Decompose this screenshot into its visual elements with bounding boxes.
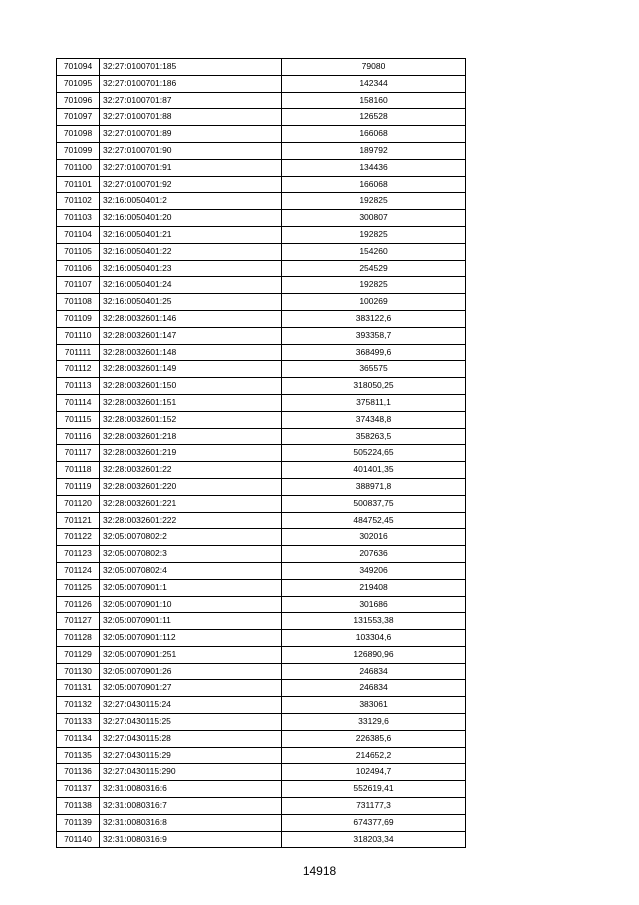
table-row xyxy=(57,378,466,395)
cadastral-number-cell: 32:27:0430115:29 xyxy=(100,747,282,764)
cadastral-number-cell: 32:05:0070901:251 xyxy=(100,646,282,663)
cadastral-number-cell: 32:28:0032601:221 xyxy=(100,495,282,512)
row-id-cell: 701124 xyxy=(57,562,100,579)
cadastral-number-cell: 32:31:0080316:6 xyxy=(100,781,282,798)
row-id-cell: 701129 xyxy=(57,646,100,663)
table-row xyxy=(57,512,466,529)
page-number: 14918 xyxy=(302,864,337,878)
row-id-cell: 701104 xyxy=(57,226,100,243)
table-row xyxy=(57,814,466,831)
cadastral-number-cell: 32:16:0050401:25 xyxy=(100,294,282,311)
value-cell: 102494,7 xyxy=(282,764,466,781)
table-row xyxy=(57,445,466,462)
row-id-cell: 701119 xyxy=(57,478,100,495)
table-row xyxy=(57,361,466,378)
row-id-cell: 701123 xyxy=(57,546,100,563)
table-row xyxy=(57,714,466,731)
value-cell: 166068 xyxy=(282,126,466,143)
cadastral-number-cell: 32:27:0100701:87 xyxy=(100,92,282,109)
value-cell: 207636 xyxy=(282,546,466,563)
row-id-cell: 701110 xyxy=(57,327,100,344)
value-cell: 246834 xyxy=(282,680,466,697)
cadastral-number-cell: 32:16:0050401:20 xyxy=(100,210,282,227)
value-cell: 401401,35 xyxy=(282,462,466,479)
cadastral-number-cell: 32:05:0070901:11 xyxy=(100,613,282,630)
value-cell: 365575 xyxy=(282,361,466,378)
table-row xyxy=(57,462,466,479)
row-id-cell: 701128 xyxy=(57,630,100,647)
cadastral-number-cell: 32:16:0050401:23 xyxy=(100,260,282,277)
table-row xyxy=(57,394,466,411)
value-cell: 189792 xyxy=(282,142,466,159)
value-cell: 214652,2 xyxy=(282,747,466,764)
value-cell: 383061 xyxy=(282,697,466,714)
value-cell: 219408 xyxy=(282,579,466,596)
row-id-cell: 701094 xyxy=(57,59,100,76)
value-cell: 484752,45 xyxy=(282,512,466,529)
value-cell: 131553,38 xyxy=(282,613,466,630)
table-row xyxy=(57,126,466,143)
value-cell: 79080 xyxy=(282,59,466,76)
table-row xyxy=(57,344,466,361)
row-id-cell: 701115 xyxy=(57,411,100,428)
row-id-cell: 701107 xyxy=(57,277,100,294)
row-id-cell: 701116 xyxy=(57,428,100,445)
table-row xyxy=(57,680,466,697)
row-id-cell: 701121 xyxy=(57,512,100,529)
cadastral-number-cell: 32:05:0070802:3 xyxy=(100,546,282,563)
row-id-cell: 701099 xyxy=(57,142,100,159)
table-row xyxy=(57,277,466,294)
row-id-cell: 701108 xyxy=(57,294,100,311)
cadastral-number-cell: 32:28:0032601:222 xyxy=(100,512,282,529)
cadastral-number-cell: 32:28:0032601:151 xyxy=(100,394,282,411)
cadastral-number-cell: 32:28:0032601:147 xyxy=(100,327,282,344)
row-id-cell: 701096 xyxy=(57,92,100,109)
cadastral-number-cell: 32:05:0070802:2 xyxy=(100,529,282,546)
row-id-cell: 701106 xyxy=(57,260,100,277)
table-row xyxy=(57,798,466,815)
table-row xyxy=(57,210,466,227)
value-cell: 393358,7 xyxy=(282,327,466,344)
row-id-cell: 701105 xyxy=(57,243,100,260)
table-row xyxy=(57,630,466,647)
cadastral-number-cell: 32:28:0032601:220 xyxy=(100,478,282,495)
table-row xyxy=(57,478,466,495)
cadastral-number-cell: 32:28:0032601:146 xyxy=(100,310,282,327)
cadastral-number-cell: 32:05:0070901:112 xyxy=(100,630,282,647)
cadastral-number-cell: 32:16:0050401:2 xyxy=(100,193,282,210)
value-cell: 100269 xyxy=(282,294,466,311)
cadastral-number-cell: 32:27:0100701:91 xyxy=(100,159,282,176)
table-row xyxy=(57,92,466,109)
cadastral-number-cell: 32:27:0430115:28 xyxy=(100,730,282,747)
row-id-cell: 701122 xyxy=(57,529,100,546)
table-row xyxy=(57,428,466,445)
value-cell: 192825 xyxy=(282,277,466,294)
table-row xyxy=(57,159,466,176)
row-id-cell: 701135 xyxy=(57,747,100,764)
cadastral-number-cell: 32:27:0100701:90 xyxy=(100,142,282,159)
table-row xyxy=(57,411,466,428)
cadastral-number-cell: 32:28:0032601:219 xyxy=(100,445,282,462)
value-cell: 166068 xyxy=(282,176,466,193)
value-cell: 674377,69 xyxy=(282,814,466,831)
table-row xyxy=(57,831,466,848)
cadastral-number-cell: 32:28:0032601:149 xyxy=(100,361,282,378)
cadastral-number-cell: 32:27:0100701:185 xyxy=(100,59,282,76)
cadastral-number-cell: 32:27:0430115:25 xyxy=(100,714,282,731)
table-row xyxy=(57,529,466,546)
row-id-cell: 701140 xyxy=(57,831,100,848)
cadastral-number-cell: 32:27:0100701:88 xyxy=(100,109,282,126)
row-id-cell: 701103 xyxy=(57,210,100,227)
value-cell: 301686 xyxy=(282,596,466,613)
cadastral-number-cell: 32:31:0080316:7 xyxy=(100,798,282,815)
cadastral-number-cell: 32:27:0100701:92 xyxy=(100,176,282,193)
value-cell: 254529 xyxy=(282,260,466,277)
value-cell: 318050,25 xyxy=(282,378,466,395)
table-row xyxy=(57,109,466,126)
table-body xyxy=(57,59,466,848)
cadastral-number-cell: 32:28:0032601:218 xyxy=(100,428,282,445)
cadastral-number-cell: 32:16:0050401:22 xyxy=(100,243,282,260)
cadastral-number-cell: 32:31:0080316:9 xyxy=(100,831,282,848)
row-id-cell: 701127 xyxy=(57,613,100,630)
table-row xyxy=(57,75,466,92)
cadastral-number-cell: 32:05:0070901:10 xyxy=(100,596,282,613)
table-row xyxy=(57,142,466,159)
table-row xyxy=(57,176,466,193)
value-cell: 126890,96 xyxy=(282,646,466,663)
cadastral-number-cell: 32:27:0100701:89 xyxy=(100,126,282,143)
cadastral-number-cell: 32:16:0050401:24 xyxy=(100,277,282,294)
row-id-cell: 701117 xyxy=(57,445,100,462)
cadastral-number-cell: 32:05:0070901:27 xyxy=(100,680,282,697)
cadastral-number-cell: 32:27:0100701:186 xyxy=(100,75,282,92)
value-cell: 103304,6 xyxy=(282,630,466,647)
table-row xyxy=(57,781,466,798)
row-id-cell: 701136 xyxy=(57,764,100,781)
value-cell: 349206 xyxy=(282,562,466,579)
table-row xyxy=(57,310,466,327)
table-row xyxy=(57,327,466,344)
value-cell: 368499,6 xyxy=(282,344,466,361)
table-row xyxy=(57,226,466,243)
value-cell: 300807 xyxy=(282,210,466,227)
table-row xyxy=(57,747,466,764)
value-cell: 142344 xyxy=(282,75,466,92)
row-id-cell: 701114 xyxy=(57,394,100,411)
cadastral-number-cell: 32:28:0032601:22 xyxy=(100,462,282,479)
value-cell: 731177,3 xyxy=(282,798,466,815)
value-cell: 33129,6 xyxy=(282,714,466,731)
value-cell: 158160 xyxy=(282,92,466,109)
value-cell: 388971,8 xyxy=(282,478,466,495)
row-id-cell: 701098 xyxy=(57,126,100,143)
row-id-cell: 701131 xyxy=(57,680,100,697)
value-cell: 302016 xyxy=(282,529,466,546)
table-row xyxy=(57,663,466,680)
cadastral-number-cell: 32:28:0032601:148 xyxy=(100,344,282,361)
value-cell: 192825 xyxy=(282,193,466,210)
table-row xyxy=(57,243,466,260)
table-row xyxy=(57,613,466,630)
row-id-cell: 701138 xyxy=(57,798,100,815)
table-row xyxy=(57,562,466,579)
row-id-cell: 701111 xyxy=(57,344,100,361)
table-row xyxy=(57,764,466,781)
row-id-cell: 701100 xyxy=(57,159,100,176)
row-id-cell: 701134 xyxy=(57,730,100,747)
row-id-cell: 701120 xyxy=(57,495,100,512)
cadastral-number-cell: 32:05:0070901:26 xyxy=(100,663,282,680)
value-cell: 192825 xyxy=(282,226,466,243)
row-id-cell: 701130 xyxy=(57,663,100,680)
table-row xyxy=(57,546,466,563)
data-table xyxy=(56,58,466,848)
table-row xyxy=(57,646,466,663)
cadastral-number-cell: 32:27:0430115:290 xyxy=(100,764,282,781)
cadastral-number-cell: 32:28:0032601:152 xyxy=(100,411,282,428)
cadastral-number-cell: 32:05:0070901:1 xyxy=(100,579,282,596)
value-cell: 134436 xyxy=(282,159,466,176)
table-row xyxy=(57,193,466,210)
row-id-cell: 701125 xyxy=(57,579,100,596)
cadastral-number-cell: 32:16:0050401:21 xyxy=(100,226,282,243)
value-cell: 226385,6 xyxy=(282,730,466,747)
row-id-cell: 701139 xyxy=(57,814,100,831)
cadastral-number-cell: 32:31:0080316:8 xyxy=(100,814,282,831)
cadastral-number-cell: 32:27:0430115:24 xyxy=(100,697,282,714)
row-id-cell: 701109 xyxy=(57,310,100,327)
value-cell: 375811,1 xyxy=(282,394,466,411)
table-row xyxy=(57,294,466,311)
row-id-cell: 701113 xyxy=(57,378,100,395)
value-cell: 374348,8 xyxy=(282,411,466,428)
cadastral-number-cell: 32:05:0070802:4 xyxy=(100,562,282,579)
table-row xyxy=(57,59,466,76)
row-id-cell: 701118 xyxy=(57,462,100,479)
row-id-cell: 701112 xyxy=(57,361,100,378)
value-cell: 154260 xyxy=(282,243,466,260)
value-cell: 126528 xyxy=(282,109,466,126)
value-cell: 246834 xyxy=(282,663,466,680)
cadastral-number-cell: 32:28:0032601:150 xyxy=(100,378,282,395)
row-id-cell: 701097 xyxy=(57,109,100,126)
row-id-cell: 701132 xyxy=(57,697,100,714)
table-row xyxy=(57,579,466,596)
table-row xyxy=(57,495,466,512)
row-id-cell: 701102 xyxy=(57,193,100,210)
value-cell: 358263,5 xyxy=(282,428,466,445)
table-row xyxy=(57,730,466,747)
value-cell: 500837,75 xyxy=(282,495,466,512)
row-id-cell: 701095 xyxy=(57,75,100,92)
table-row xyxy=(57,260,466,277)
row-id-cell: 701133 xyxy=(57,714,100,731)
value-cell: 318203,34 xyxy=(282,831,466,848)
row-id-cell: 701101 xyxy=(57,176,100,193)
value-cell: 505224,65 xyxy=(282,445,466,462)
table-row xyxy=(57,596,466,613)
row-id-cell: 701137 xyxy=(57,781,100,798)
row-id-cell: 701126 xyxy=(57,596,100,613)
value-cell: 383122,6 xyxy=(282,310,466,327)
value-cell: 552619,41 xyxy=(282,781,466,798)
table-row xyxy=(57,697,466,714)
